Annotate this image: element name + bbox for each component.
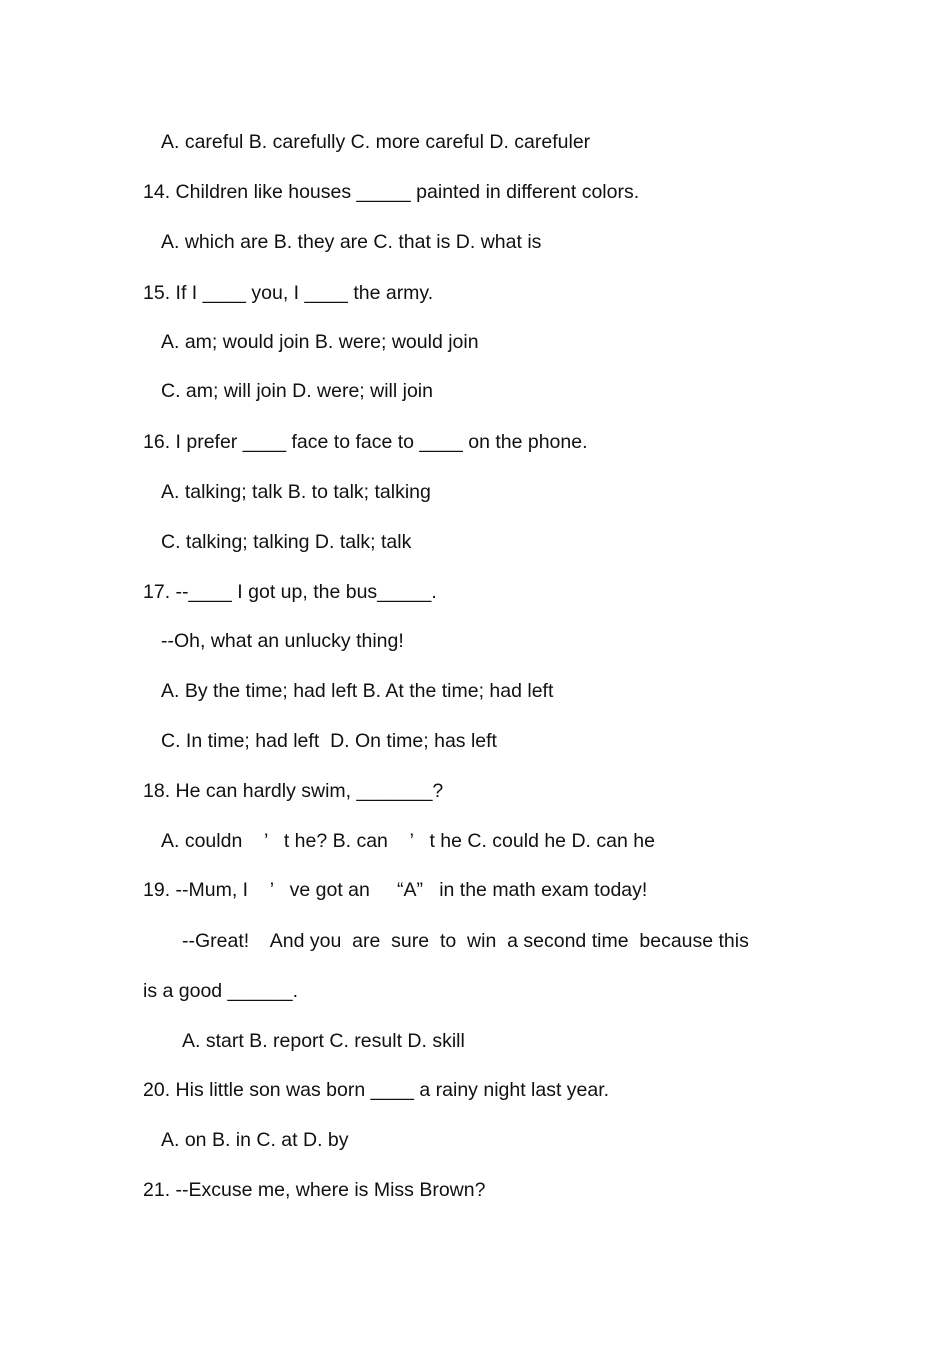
q16-options-cd: C. talking; talking D. talk; talk bbox=[161, 531, 412, 553]
q17-options-cd: C. In time; had left D. On time; has left bbox=[161, 730, 497, 752]
q19-reply: --Great! And you are sure to win a second time because this bbox=[182, 930, 749, 952]
q14-stem: 14. Children like houses _____ painted in different colors. bbox=[143, 181, 640, 203]
q14-options: A. which are B. they are C. that is D. what is bbox=[161, 231, 542, 253]
q19-reply-cont: is a good ______. bbox=[143, 980, 299, 1002]
q19-stem: 19. --Mum, I ’ ve got an “A” in the math exam today! bbox=[143, 879, 648, 901]
q20-stem: 20. His little son was born ____ a rainy night last year. bbox=[143, 1079, 610, 1101]
q15-options-ab: A. am; would join B. were; would join bbox=[161, 331, 479, 353]
q20-options: A. on B. in C. at D. by bbox=[161, 1129, 349, 1151]
q18-stem: 18. He can hardly swim, _______? bbox=[143, 780, 444, 802]
q18-options: A. couldn ’ t he? B. can ’ t he C. could he D. can he bbox=[161, 830, 655, 852]
q17-stem: 17. --____ I got up, the bus_____. bbox=[143, 581, 437, 603]
q19-options: A. start B. report C. result D. skill bbox=[182, 1030, 465, 1052]
q13-options: A. careful B. carefully C. more careful D. carefuler bbox=[161, 131, 591, 153]
q21-stem: 21. --Excuse me, where is Miss Brown? bbox=[143, 1179, 486, 1201]
q16-options-ab: A. talking; talk B. to talk; talking bbox=[161, 481, 431, 503]
q15-options-cd: C. am; will join D. were; will join bbox=[161, 380, 433, 402]
q17-reply: --Oh, what an unlucky thing! bbox=[161, 630, 404, 652]
q16-stem: 16. I prefer ____ face to face to ____ on the phone. bbox=[143, 431, 588, 453]
q15-stem: 15. If I ____ you, I ____ the army. bbox=[143, 282, 434, 304]
q17-options-ab: A. By the time; had left B. At the time; had left bbox=[161, 680, 554, 702]
